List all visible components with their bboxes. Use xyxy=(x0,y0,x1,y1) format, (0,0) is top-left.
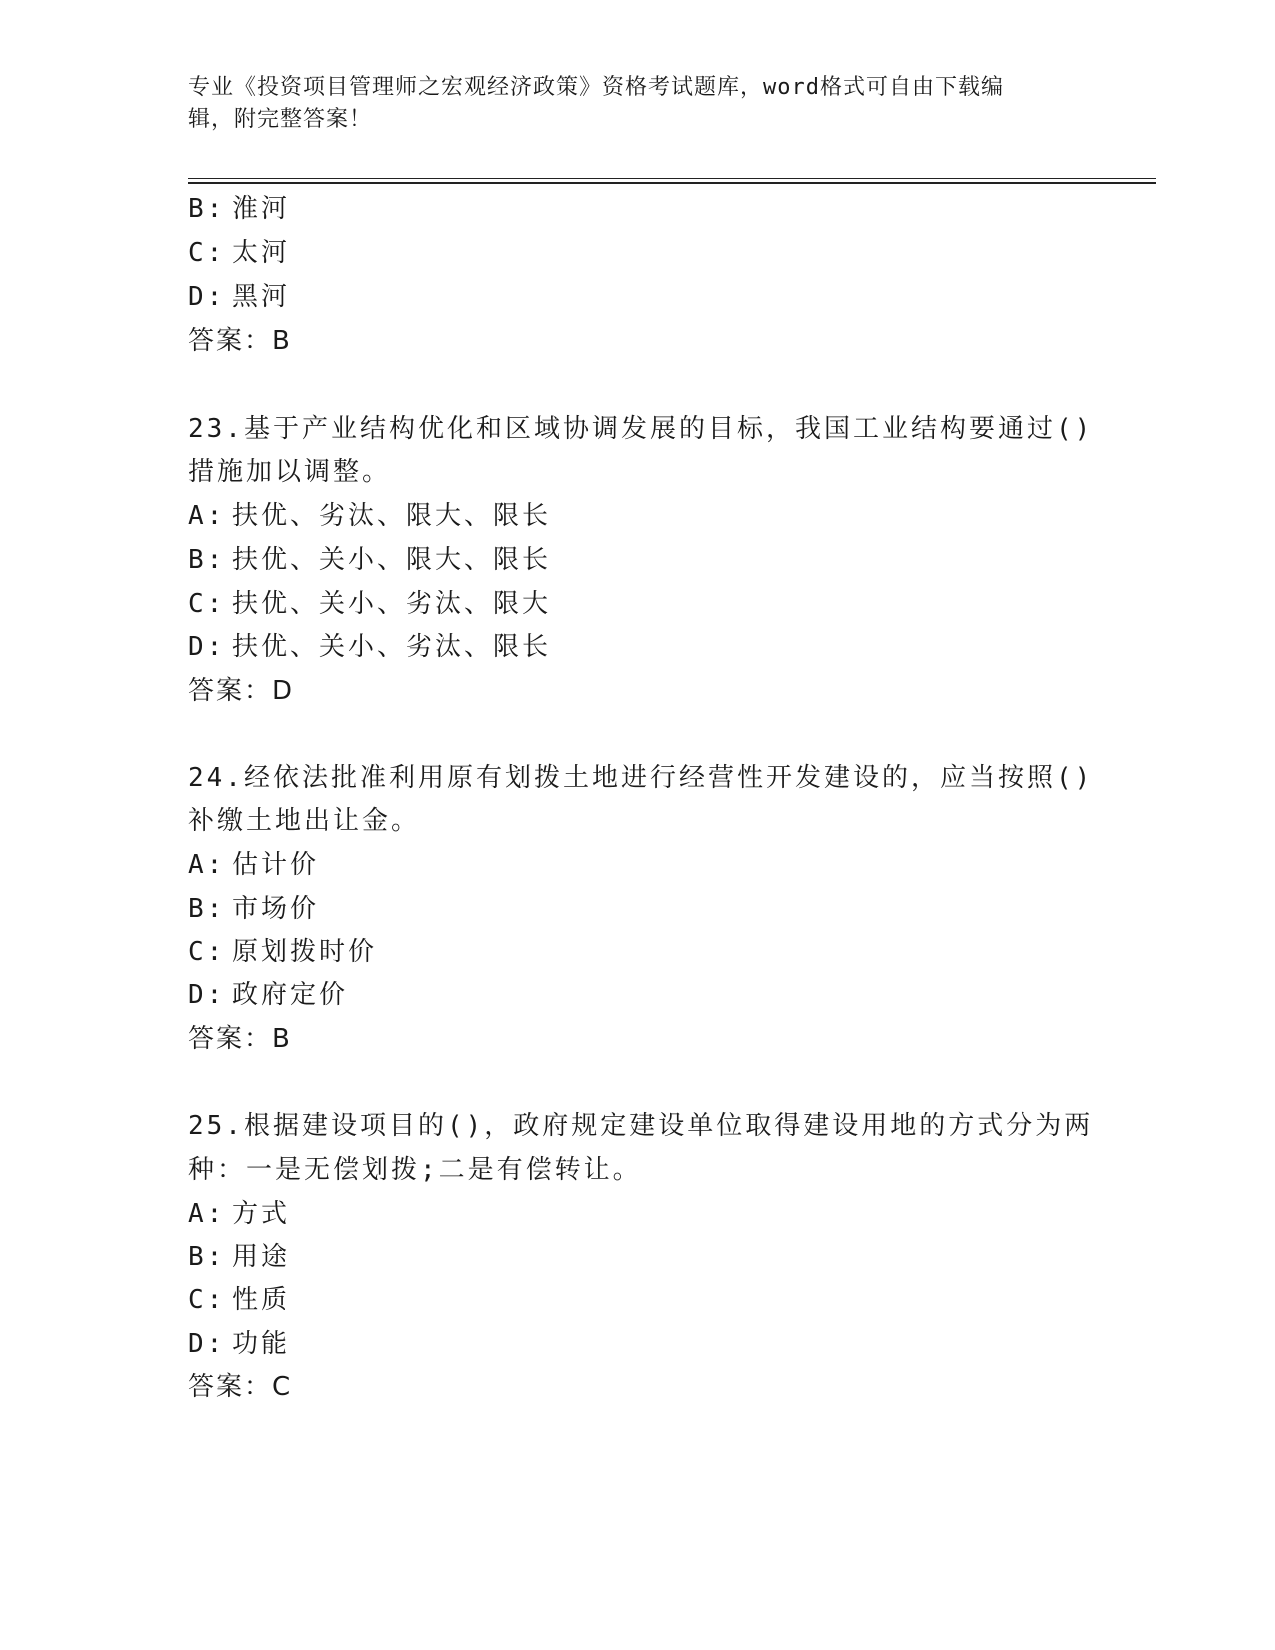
header-divider-thick xyxy=(188,182,1156,184)
option-letter: C: xyxy=(188,937,226,967)
q25-option-a xyxy=(188,1197,290,1231)
option-letter: A: xyxy=(188,501,226,531)
q24-answer: 答案：B xyxy=(188,1024,292,1054)
option-text: 扶优、关小、劣汰、限大 xyxy=(232,589,552,619)
q24-stem-line-1: 24.经依法批准利用原有划拨土地进行经营性开发建设的，应当按照() xyxy=(188,763,1094,793)
option-text: 用途 xyxy=(232,1242,291,1272)
option-text: 功能 xyxy=(232,1329,291,1359)
q25-stem-line-2: 种：一是无偿划拨;二是有偿转让。 xyxy=(188,1155,642,1185)
option-letter: C: xyxy=(188,238,226,268)
q25-option-d xyxy=(188,1327,290,1361)
option-letter: D: xyxy=(188,632,226,662)
q23-option-a xyxy=(188,499,551,533)
q23-option-d xyxy=(188,630,551,664)
option-text: 政府定价 xyxy=(232,980,349,1010)
q25-option-b xyxy=(188,1240,290,1274)
option-letter: C: xyxy=(188,1285,226,1315)
option-letter: D: xyxy=(188,1329,226,1359)
option-text: 淮河 xyxy=(232,194,291,224)
q25-answer: 答案：C xyxy=(188,1372,293,1402)
option-letter: D: xyxy=(188,282,226,312)
q23-answer: 答案：D xyxy=(188,676,295,706)
option-letter: A: xyxy=(188,850,226,880)
header-line-2: 辑，附完整答案！ xyxy=(188,107,373,132)
q23-stem-line-1: 23.基于产业结构优化和区域协调发展的目标，我国工业结构要通过() xyxy=(188,414,1094,444)
q22-option-b xyxy=(188,192,290,226)
option-text: 估计价 xyxy=(232,850,320,880)
option-text: 方式 xyxy=(232,1199,291,1229)
option-letter: D: xyxy=(188,980,226,1010)
header-divider-thin xyxy=(188,178,1156,179)
option-letter: A: xyxy=(188,1199,226,1229)
page-header xyxy=(188,72,1088,136)
q24-option-d xyxy=(188,978,348,1012)
q25-option-c xyxy=(188,1283,290,1317)
option-letter: C: xyxy=(188,589,226,619)
option-letter: B: xyxy=(188,894,226,924)
option-text: 扶优、劣汰、限大、限长 xyxy=(232,501,552,531)
q24-stem-line-2: 补缴土地出让金。 xyxy=(188,806,421,836)
q25-stem-line-1: 25.根据建设项目的()，政府规定建设单位取得建设用地的方式分为两 xyxy=(188,1111,1094,1141)
option-letter: B: xyxy=(188,194,226,224)
q24-option-b xyxy=(188,892,319,926)
option-letter: B: xyxy=(188,1242,226,1272)
q23-option-b xyxy=(188,543,551,577)
option-text: 黑河 xyxy=(232,282,291,312)
q24-option-a xyxy=(188,848,319,882)
option-text: 太河 xyxy=(232,238,291,268)
option-text: 扶优、关小、劣汰、限长 xyxy=(232,632,552,662)
option-letter: B: xyxy=(188,545,226,575)
q24-option-c xyxy=(188,935,377,969)
option-text: 市场价 xyxy=(232,894,320,924)
q23-option-c xyxy=(188,587,551,621)
option-text: 原划拨时价 xyxy=(232,937,378,967)
q23-stem-line-2: 措施加以调整。 xyxy=(188,457,392,487)
header-line-1: 专业《投资项目管理师之宏观经济政策》资格考试题库，word格式可自由下载编 xyxy=(188,75,1004,100)
option-text: 扶优、关小、限大、限长 xyxy=(232,545,552,575)
q22-answer: 答案：B xyxy=(188,326,292,356)
option-text: 性质 xyxy=(232,1285,291,1315)
q22-option-d xyxy=(188,280,290,314)
q22-option-c xyxy=(188,236,290,270)
